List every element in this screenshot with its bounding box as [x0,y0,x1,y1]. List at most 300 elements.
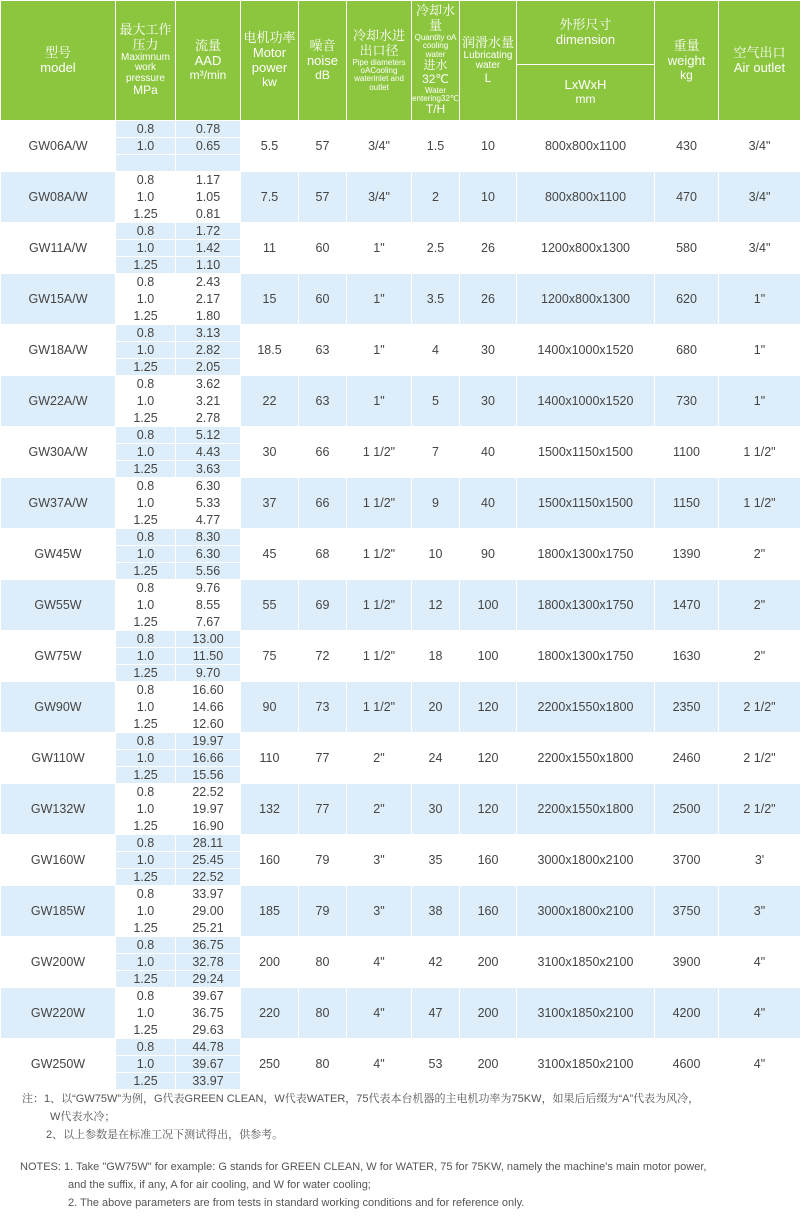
header-dimension: 外形尺寸 dimension [517,1,655,65]
air-outlet-cell: 4" [719,1039,800,1090]
model-cell: GW132W [1,784,116,835]
pressure-cell: 1.0 [116,189,176,206]
table-row [1,631,800,648]
air-outlet-cell: 1" [719,376,800,427]
air-outlet-cell: 3/4" [719,121,800,172]
flow-cell: 1.10 [176,257,241,274]
power-cell: 220 [241,988,299,1039]
pressure-cell: 0.8 [116,274,176,291]
pressure-cell [116,155,176,172]
air-outlet-cell: 2" [719,580,800,631]
notes-english [0,1158,800,1212]
pressure-cell: 1.25 [116,665,176,682]
pressure-cell: 0.8 [116,325,176,342]
model-cell: GW55W [1,580,116,631]
header-flow: 流量 AAD m³/min [176,1,241,121]
noise-cell: 80 [299,937,347,988]
pipe-cell: 1" [347,325,412,376]
pressure-cell: 1.0 [116,597,176,614]
lube-cell: 200 [460,937,517,988]
air-outlet-cell: 1 1/2" [719,427,800,478]
pressure-cell: 1.0 [116,801,176,818]
flow-cell: 2.82 [176,342,241,359]
pressure-cell: 0.8 [116,1039,176,1056]
flow-cell: 3.62 [176,376,241,393]
pressure-cell: 0.8 [116,223,176,240]
pressure-cell: 1.0 [116,393,176,410]
noise-cell: 73 [299,682,347,733]
dimension-cell: 800x800x1100 [517,172,655,223]
table-row [1,427,800,444]
model-cell: GW185W [1,886,116,937]
flow-cell: 8.55 [176,597,241,614]
pressure-cell: 1.25 [116,308,176,325]
flow-cell: 5.12 [176,427,241,444]
lube-cell: 26 [460,223,517,274]
pressure-cell: 0.8 [116,733,176,750]
pipe-cell: 1" [347,223,412,274]
flow-cell: 16.66 [176,750,241,767]
air-outlet-cell: 4" [719,937,800,988]
header-pressure: 最大工作压力 Maximnum work pressure MPa [116,1,176,121]
cooling-cell: 2.5 [412,223,460,274]
pressure-cell: 1.0 [116,1005,176,1022]
flow-cell: 9.76 [176,580,241,597]
noise-cell: 57 [299,121,347,172]
dimension-cell: 1400x1000x1520 [517,376,655,427]
table-row [1,529,800,546]
flow-cell: 3.63 [176,461,241,478]
flow-cell: 22.52 [176,784,241,801]
pressure-cell: 1.0 [116,699,176,716]
dimension-cell: 3100x1850x2100 [517,988,655,1039]
spec-table-body [1,121,800,1090]
table-row [1,223,800,240]
pressure-cell: 1.25 [116,410,176,427]
weight-cell: 3750 [655,886,719,937]
model-cell: GW18A/W [1,325,116,376]
flow-cell: 13.00 [176,631,241,648]
model-cell: GW110W [1,733,116,784]
lube-cell: 40 [460,478,517,529]
flow-cell: 1.80 [176,308,241,325]
pressure-cell: 0.8 [116,478,176,495]
weight-cell: 2460 [655,733,719,784]
lube-cell: 30 [460,325,517,376]
flow-cell: 33.97 [176,1073,241,1090]
noise-cell: 60 [299,274,347,325]
air-outlet-cell: 1 1/2" [719,478,800,529]
model-cell: GW15A/W [1,274,116,325]
flow-cell: 4.77 [176,512,241,529]
table-row [1,580,800,597]
noise-cell: 77 [299,784,347,835]
power-cell: 7.5 [241,172,299,223]
pipe-cell: 2" [347,784,412,835]
model-cell: GW37A/W [1,478,116,529]
model-cell: GW200W [1,937,116,988]
lube-cell: 160 [460,835,517,886]
dimension-cell: 3000x1800x2100 [517,886,655,937]
flow-cell: 16.90 [176,818,241,835]
flow-cell: 5.56 [176,563,241,580]
header-dimension-sub: LxWxH mm [517,65,655,121]
pressure-cell: 1.0 [116,495,176,512]
header-power: 电机功率 Motor power kw [241,1,299,121]
pressure-cell: 0.8 [116,988,176,1005]
lube-cell: 40 [460,427,517,478]
note-zh-line-2: W代表水冷； [50,1111,116,1123]
pressure-cell: 0.8 [116,529,176,546]
lube-cell: 26 [460,274,517,325]
flow-cell: 9.70 [176,665,241,682]
lube-cell: 30 [460,376,517,427]
air-outlet-cell: 1" [719,274,800,325]
flow-cell: 19.97 [176,733,241,750]
model-cell: GW75W [1,631,116,682]
pressure-cell: 1.25 [116,461,176,478]
dimension-cell: 1800x1300x1750 [517,529,655,580]
air-outlet-cell: 2" [719,529,800,580]
header-cooling: 冷却水量 Quantity oA cooling water 进水32℃ Water entering32℃ T/H [412,1,460,121]
weight-cell: 3700 [655,835,719,886]
flow-cell: 33.97 [176,886,241,903]
flow-cell: 0.81 [176,206,241,223]
flow-cell: 3.21 [176,393,241,410]
table-row [1,325,800,342]
flow-cell: 0.78 [176,121,241,138]
power-cell: 15 [241,274,299,325]
header-noise: 噪音 noise dB [299,1,347,121]
pressure-cell: 0.8 [116,784,176,801]
model-cell: GW250W [1,1039,116,1090]
table-row [1,376,800,393]
pipe-cell: 1 1/2" [347,682,412,733]
dimension-cell: 1500x1150x1500 [517,478,655,529]
lube-cell: 90 [460,529,517,580]
lube-cell: 120 [460,733,517,784]
table-row [1,835,800,852]
power-cell: 250 [241,1039,299,1090]
notes-chinese [0,1090,800,1144]
header-lube: 润滑水量 Lubricating water L [460,1,517,121]
pipe-cell: 2" [347,733,412,784]
pipe-cell: 3" [347,835,412,886]
dimension-cell: 1800x1300x1750 [517,631,655,682]
cooling-cell: 42 [412,937,460,988]
dimension-cell: 1200x800x1300 [517,223,655,274]
model-cell: GW45W [1,529,116,580]
weight-cell: 620 [655,274,719,325]
dimension-cell: 800x800x1100 [517,121,655,172]
flow-cell: 19.97 [176,801,241,818]
pressure-cell: 1.25 [116,716,176,733]
pressure-cell: 0.8 [116,172,176,189]
flow-cell: 16.60 [176,682,241,699]
pressure-cell: 1.0 [116,852,176,869]
air-outlet-cell: 2 1/2" [719,733,800,784]
air-outlet-cell: 3" [719,886,800,937]
power-cell: 55 [241,580,299,631]
table-row [1,682,800,699]
flow-cell: 28.11 [176,835,241,852]
noise-cell: 80 [299,988,347,1039]
dimension-cell: 2200x1550x1800 [517,784,655,835]
dimension-cell: 1800x1300x1750 [517,580,655,631]
model-cell: GW90W [1,682,116,733]
model-cell: GW220W [1,988,116,1039]
table-row [1,172,800,189]
dimension-cell: 2200x1550x1800 [517,682,655,733]
flow-cell: 6.30 [176,546,241,563]
power-cell: 200 [241,937,299,988]
dimension-cell: 2200x1550x1800 [517,733,655,784]
pressure-cell: 0.8 [116,631,176,648]
cooling-cell: 7 [412,427,460,478]
model-cell: GW160W [1,835,116,886]
flow-cell: 25.45 [176,852,241,869]
air-outlet-cell: 3' [719,835,800,886]
power-cell: 75 [241,631,299,682]
table-row [1,886,800,903]
weight-cell: 1630 [655,631,719,682]
header-air-outlet: 空气出口 Air outlet [719,1,800,121]
air-outlet-cell: 2 1/2" [719,784,800,835]
cooling-cell: 3.5 [412,274,460,325]
noise-cell: 72 [299,631,347,682]
flow-cell: 6.30 [176,478,241,495]
air-outlet-cell: 1" [719,325,800,376]
flow-cell: 32.78 [176,954,241,971]
weight-cell: 2500 [655,784,719,835]
pressure-cell: 1.25 [116,614,176,631]
note-zh-line-3: 2、以上参数是在标准工况下测试得出，供参考。 [46,1129,284,1141]
flow-cell: 36.75 [176,1005,241,1022]
header-pipe: 冷却水进出口径 Pipe diameters oACooling waterinlet and outlet [347,1,412,121]
pressure-cell: 0.8 [116,121,176,138]
flow-cell: 39.67 [176,1056,241,1073]
pipe-cell: 1" [347,376,412,427]
power-cell: 132 [241,784,299,835]
cooling-cell: 30 [412,784,460,835]
pressure-cell: 0.8 [116,886,176,903]
pipe-cell: 1" [347,274,412,325]
flow-cell: 1.42 [176,240,241,257]
lube-cell: 10 [460,172,517,223]
flow-cell: 8.30 [176,529,241,546]
pressure-cell: 1.0 [116,138,176,155]
table-row [1,784,800,801]
model-cell: GW22A/W [1,376,116,427]
flow-cell: 7.67 [176,614,241,631]
flow-cell: 2.05 [176,359,241,376]
model-cell: GW30A/W [1,427,116,478]
note-zh-line-1: 注：1、以“GW75W”为例，G代表GREEN CLEAN，W代表WATER，75代表本台机器的主电机功率为75KW，如果后后缀为“A”代表为风冷， [22,1093,700,1105]
flow-cell: 3.13 [176,325,241,342]
pressure-cell: 0.8 [116,835,176,852]
flow-cell: 2.17 [176,291,241,308]
air-outlet-cell: 3/4" [719,172,800,223]
dimension-cell: 1400x1000x1520 [517,325,655,376]
lube-cell: 200 [460,1039,517,1090]
flow-cell: 4.43 [176,444,241,461]
dimension-cell: 3100x1850x2100 [517,1039,655,1090]
power-cell: 18.5 [241,325,299,376]
cooling-cell: 47 [412,988,460,1039]
noise-cell: 79 [299,886,347,937]
pressure-cell: 0.8 [116,376,176,393]
pipe-cell: 3" [347,886,412,937]
cooling-cell: 1.5 [412,121,460,172]
table-row [1,478,800,495]
flow-cell: 36.75 [176,937,241,954]
header-weight: 重量 weight kg [655,1,719,121]
noise-cell: 80 [299,1039,347,1090]
cooling-cell: 24 [412,733,460,784]
noise-cell: 60 [299,223,347,274]
pressure-cell: 1.0 [116,546,176,563]
noise-cell: 66 [299,427,347,478]
power-cell: 45 [241,529,299,580]
lube-cell: 10 [460,121,517,172]
power-cell: 22 [241,376,299,427]
pipe-cell: 4" [347,988,412,1039]
flow-cell: 1.05 [176,189,241,206]
model-cell: GW06A/W [1,121,116,172]
pressure-cell: 1.25 [116,563,176,580]
note-en-line-3: 2. The above parameters are from tests in standard working conditions and for reference only. [68,1197,525,1209]
pressure-cell: 1.25 [116,869,176,886]
pipe-cell: 3/4" [347,121,412,172]
pressure-cell: 1.25 [116,818,176,835]
air-outlet-cell: 4" [719,988,800,1039]
lube-cell: 120 [460,784,517,835]
weight-cell: 580 [655,223,719,274]
pressure-cell: 1.25 [116,1022,176,1039]
pressure-cell: 1.25 [116,359,176,376]
pipe-cell: 4" [347,1039,412,1090]
flow-cell: 5.33 [176,495,241,512]
pressure-cell: 1.25 [116,257,176,274]
lube-cell: 100 [460,580,517,631]
pressure-cell: 1.0 [116,444,176,461]
noise-cell: 68 [299,529,347,580]
lube-cell: 120 [460,682,517,733]
pipe-cell: 1 1/2" [347,427,412,478]
air-outlet-cell: 3/4" [719,223,800,274]
dimension-cell: 1500x1150x1500 [517,427,655,478]
flow-cell: 29.63 [176,1022,241,1039]
pressure-cell: 0.8 [116,937,176,954]
noise-cell: 69 [299,580,347,631]
lube-cell: 100 [460,631,517,682]
flow-cell: 1.72 [176,223,241,240]
pressure-cell: 1.0 [116,1056,176,1073]
noise-cell: 63 [299,376,347,427]
cooling-cell: 38 [412,886,460,937]
weight-cell: 2350 [655,682,719,733]
pressure-cell: 1.0 [116,291,176,308]
power-cell: 37 [241,478,299,529]
flow-cell: 14.66 [176,699,241,716]
weight-cell: 4600 [655,1039,719,1090]
cooling-cell: 20 [412,682,460,733]
dimension-cell: 3100x1850x2100 [517,937,655,988]
pressure-cell: 1.25 [116,512,176,529]
noise-cell: 79 [299,835,347,886]
noise-cell: 66 [299,478,347,529]
pressure-cell: 1.0 [116,342,176,359]
flow-cell [176,155,241,172]
table-row [1,988,800,1005]
flow-cell: 2.43 [176,274,241,291]
note-en-line-1: NOTES: 1. Take "GW75W" for example: G stands for GREEN CLEAN, W for WATER, 75 for 75KW, namely the machine's main motor power, [20,1161,707,1173]
table-row [1,274,800,291]
power-cell: 185 [241,886,299,937]
weight-cell: 1150 [655,478,719,529]
noise-cell: 63 [299,325,347,376]
pressure-cell: 1.25 [116,920,176,937]
weight-cell: 1390 [655,529,719,580]
flow-cell: 39.67 [176,988,241,1005]
flow-cell: 22.52 [176,869,241,886]
pressure-cell: 1.25 [116,767,176,784]
power-cell: 11 [241,223,299,274]
cooling-cell: 4 [412,325,460,376]
pipe-cell: 4" [347,937,412,988]
cooling-cell: 12 [412,580,460,631]
pressure-cell: 1.25 [116,1073,176,1090]
weight-cell: 680 [655,325,719,376]
pipe-cell: 1 1/2" [347,580,412,631]
pipe-cell: 1 1/2" [347,478,412,529]
table-row [1,121,800,138]
flow-cell: 44.78 [176,1039,241,1056]
flow-cell: 0.65 [176,138,241,155]
weight-cell: 1100 [655,427,719,478]
flow-cell: 12.60 [176,716,241,733]
dimension-cell: 1200x800x1300 [517,274,655,325]
cooling-cell: 35 [412,835,460,886]
model-cell: GW08A/W [1,172,116,223]
header-model: 型号 model [1,1,116,121]
cooling-cell: 9 [412,478,460,529]
table-row [1,937,800,954]
power-cell: 160 [241,835,299,886]
flow-cell: 11.50 [176,648,241,665]
note-en-line-2: and the suffix, if any, A for air cooling, and W for water cooling; [68,1179,371,1191]
weight-cell: 1470 [655,580,719,631]
model-cell: GW11A/W [1,223,116,274]
flow-cell: 29.00 [176,903,241,920]
pressure-cell: 1.0 [116,648,176,665]
pressure-cell: 1.0 [116,954,176,971]
cooling-cell: 2 [412,172,460,223]
flow-cell: 25.21 [176,920,241,937]
power-cell: 90 [241,682,299,733]
dimension-cell: 3000x1800x2100 [517,835,655,886]
weight-cell: 4200 [655,988,719,1039]
power-cell: 110 [241,733,299,784]
table-row [1,1039,800,1056]
cooling-cell: 5 [412,376,460,427]
flow-cell: 15.56 [176,767,241,784]
air-outlet-cell: 2" [719,631,800,682]
noise-cell: 77 [299,733,347,784]
pressure-cell: 1.25 [116,971,176,988]
air-outlet-cell: 2 1/2" [719,682,800,733]
pipe-cell: 3/4" [347,172,412,223]
